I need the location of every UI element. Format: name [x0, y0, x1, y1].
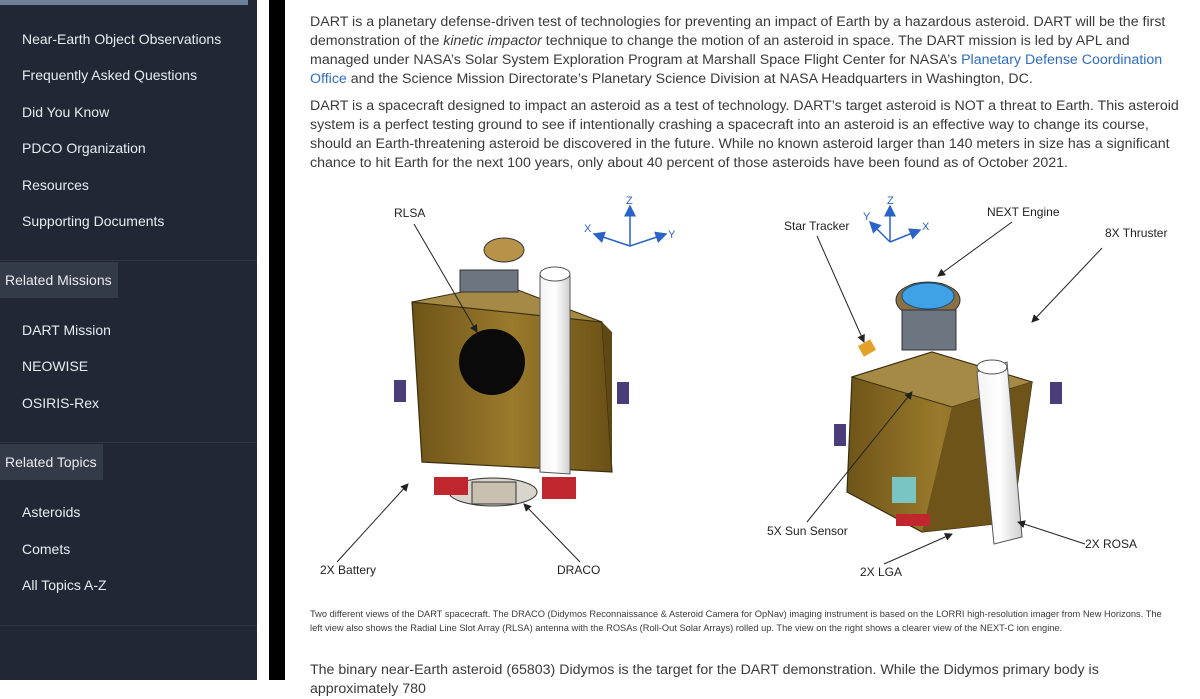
sidebar-top-bar — [0, 0, 248, 5]
spacecraft-left-illustration — [394, 238, 629, 506]
figure-caption: Two different views of the DART spacecraft. The DRACO (Didymos Reconnaissance & Asteroid Camera for OpNav) imaging instrument is based on the LORRI high-resolution imager from New Horizons. The left view also shows the Radial Line Slot Array (RLSA) antenna with the ROSAs (Roll-Out Solar Arrays) rolled up. The view on the right shows a clearer view of the NEXT-C ion engine. — [310, 609, 1162, 633]
sidebar-item-dart-mission[interactable]: DART Mission — [22, 322, 111, 338]
sidebar-divider — [0, 260, 257, 261]
emphasis-kinetic-impactor: kinetic impactor — [443, 33, 542, 49]
sidebar-item-neowise[interactable]: NEOWISE — [22, 358, 89, 374]
sidebar-item-neo-observations[interactable]: Near-Earth Object Observations — [22, 31, 222, 47]
axis-right-x: X — [922, 221, 930, 233]
callout-next-engine: NEXT Engine — [987, 205, 1060, 219]
related-missions-heading: Related Missions — [0, 262, 118, 298]
article-paragraph-intro: DART is a planetary defense-driven test of technologies for preventing an impact of Earth by a hazardous asteroid. DART will be the first demonstration of the kinetic impactor technique to change the motion of an asteroid in space. The DART mission is led by APL and managed under NASA’s Solar System Exploration Program at Marshall Space Flight Center for NASA’s Planetary Defense Coordination Office and the Science Mission Directorate’s Planetary Science Division at NASA Headquarters in Washington, DC. — [310, 14, 1166, 87]
sidebar-item-comets[interactable]: Comets — [22, 541, 71, 557]
sidebar-item-supporting-documents[interactable]: Supporting Documents — [22, 213, 165, 229]
axis-right-y: Y — [863, 211, 871, 223]
related-topics-heading: Related Topics — [0, 444, 103, 480]
sidebar-divider — [0, 625, 257, 626]
sidebar-item-all-topics[interactable]: All Topics A-Z — [22, 577, 107, 593]
callout-battery: 2X Battery — [320, 563, 377, 577]
axis-left-y: Y — [668, 229, 676, 241]
sidebar-item-faq[interactable]: Frequently Asked Questions — [22, 67, 198, 83]
callout-draco: DRACO — [557, 563, 601, 577]
axis-left-x: X — [584, 223, 592, 235]
dart-spacecraft-figure — [312, 192, 1174, 592]
callout-rosa: 2X ROSA — [1085, 537, 1138, 551]
sidebar — [0, 0, 257, 680]
axis-triad-icon — [584, 195, 930, 246]
callout-thruster: 8X Thruster — [1105, 226, 1168, 240]
axis-left-z: Z — [626, 195, 633, 207]
article-paragraph-didymos: The binary near-Earth asteroid (65803) Didymos is the target for the DART demonstration. While the Didymos primary body is approximately 780 — [310, 662, 1099, 697]
sidebar-item-asteroids[interactable]: Asteroids — [22, 504, 81, 520]
callout-rlsa: RLSA — [394, 206, 426, 220]
callout-star-tracker: Star Tracker — [784, 219, 850, 233]
sidebar-item-pdco-organization[interactable]: PDCO Organization — [22, 140, 146, 156]
sidebar-item-did-you-know[interactable]: Did You Know — [22, 104, 110, 120]
callout-sun-sensor: 5X Sun Sensor — [767, 524, 848, 538]
sidebar-item-osiris-rex[interactable]: OSIRIS-Rex — [22, 395, 100, 411]
article-paragraph-purpose: DART is a spacecraft designed to impact an asteroid as a test of technology. DART’s target asteroid is NOT a threat to Earth. This asteroid system is a perfect testing ground to see if intentionally crashing a spacecraft into an asteroid is an effective way to change its course, should an Earth-threatening asteroid be discovered in the future. While no known asteroid larger than 140 meters in size has a significant chance to hit Earth for the next 100 years, only about 40 percent of those asteroids have been found as of October 2021. — [310, 98, 1179, 171]
sidebar-divider — [0, 442, 257, 443]
spacecraft-right-illustration — [834, 282, 1062, 544]
pdco-link[interactable]: Planetary Defense Coordination Office — [310, 52, 1163, 87]
content-border — [269, 0, 285, 680]
sidebar-item-resources[interactable]: Resources — [22, 177, 89, 193]
axis-right-z: Z — [887, 195, 894, 207]
callout-lga: 2X LGA — [860, 565, 903, 579]
content-gutter — [257, 0, 269, 680]
